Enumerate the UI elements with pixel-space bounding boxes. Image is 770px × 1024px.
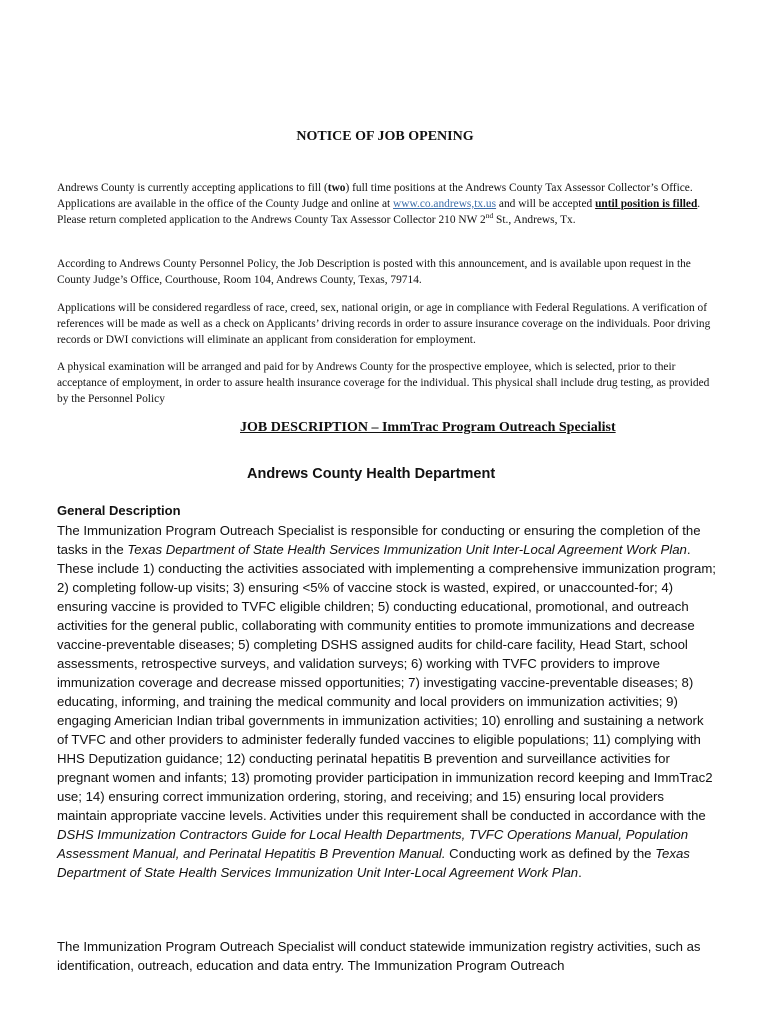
general-description-heading: General Description [57,503,181,518]
desc-italic-3: Texas Department of State Health Services Immunization Unit Inter-Local Agreement Work Plan [57,846,690,880]
p1-text-2: ) full time positions at the Andrews County Tax Assessor Collector’s Office. Applications are available in the office of the County Judge and online at [57,182,693,210]
p1-text-4: . Please return completed application to the Andrews County Tax Assessor Collector 210 NW 2 [57,198,701,226]
notice-paragraph-2: According to Andrews County Personnel Policy, the Job Description is posted with this announcement, and is available upon request in the County Judge’s Office, Courthouse, Room 104, Andrews County, Texas, 79714. [57,258,691,286]
notice-paragraph-4: A physical examination will be arranged and paid for by Andrews County for the prospective employee, which is selected, prior to their acceptance of employment, in order to assure health insurance coverage for the individual. This physical shall include drug testing, as provided by the Personnel Policy [57,361,710,405]
p1-until-filled: until position is filled [595,198,698,210]
desc-text-1: The Immunization Program Outreach Specialist is responsible for conducting or ensuring the completion of the tasks in the [57,523,701,557]
p1-text-5: St., Andrews, Tx. [493,214,576,226]
notice-paragraph-1 [57,180,719,228]
general-description-body [57,521,717,882]
notice-title: NOTICE OF JOB OPENING [296,129,474,144]
desc-text-2: . These include 1) conducting the activities associated with implementing a comprehensive immunization program; 2) completing follow-up visits; 3) ensuring <5% of vaccine stock is wasted, expired, or unaccounted-for; 4) ensuring vaccine is provided to TVFC eligible children; 5) conducting educational, promotional, and outreach activities for the general public, collaborating with community entities to promote immunizations and decrease vaccine-preventable diseases; 5) completing DSHS assigned audits for child-care facility, Head Start, school assessments, retrospective surveys, and validation surveys; 6) working with TVFC providers to improve immunization coverage and decrease missed opportunities; 7) investigating vaccine-preventable diseases; 8) educating, informing, and training the medical community and local providers on immunization activities; 9) engaging Americian Indian tribal governments in immunization activities; 10) enrolling and sustaining a network of TVFC and other providers to administer federally funded vaccines to eligible populations; 11) complying with HHS Deputization guidance; 12) conducting perinatal hepatitis B prevention and surveillance activities for pregnant women and infants; 13) promoting provider participation in immunization record keeping and ImmTrac2 use; 14) ensuring correct immunization ordering, storing, and receiving; and 15) ensuring local providers maintain appropriate vaccine levels. Activities under this requirement shall be conducted in accordance with the [57,542,716,823]
desc-italic-1: Texas Department of State Health Services Immunization Unit Inter-Local Agreement Work Plan [127,542,687,557]
notice-paragraph-3: Applications will be considered regardless of race, creed, sex, national origin, or age in compliance with Federal Regulations. A verification of references will be made as well as a check on Applicants’ driving records in order to assure insurance coverage on the individuals. Poor driving records or DWI convictions will eliminate an applicant from consideration for employment. [57,302,711,346]
desc-text-3: Conducting work as defined by the [445,846,656,861]
p1-two: two [327,182,346,194]
registry-activities-paragraph: The Immunization Program Outreach Specialist will conduct statewide immunization registry activities, such as identification, outreach, education and data entry. The Immunization Program Outreach [57,939,701,973]
p1-superscript: nd [485,211,494,221]
p1-text-1: Andrews County is currently accepting applications to fill ( [57,182,328,194]
desc-italic-2: DSHS Immunization Contractors Guide for Local Health Departments, TVFC Operations Manual, Population Assessment Manual, and Perinatal Hepatitis B Prevention Manual. [57,827,689,861]
desc-text-4: . [578,865,582,880]
department-heading: Andrews County Health Department [247,466,496,482]
p1-text-3: and will be accepted [496,198,596,210]
job-description-title: JOB DESCRIPTION – ImmTrac Program Outreach Specialist [240,420,616,435]
county-website-link[interactable]: www.co.andrews,tx.us [393,198,497,210]
